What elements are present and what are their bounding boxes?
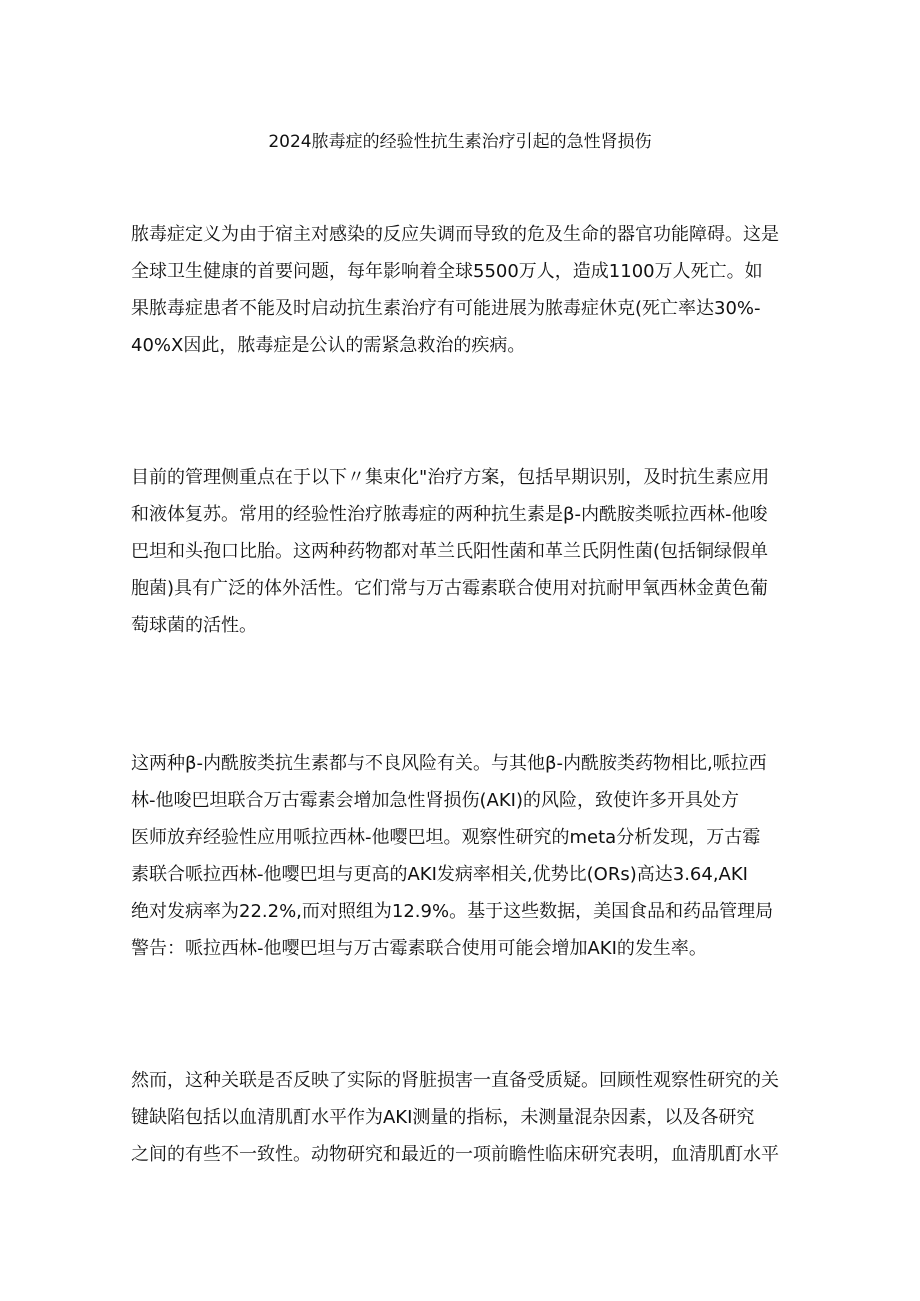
paragraph-line: 键缺陷包括以血清肌酊水平作为AKI测量的指标，未测量混杂因素，以及各研究 [131, 1107, 755, 1128]
paragraph-line: 巴坦和头孢口比胎。这两种药物都对革兰氏阳性菌和革兰氏阴性菌(包括铜绿假单 [131, 541, 769, 562]
paragraph-line: 胞菌)具有广泛的体外活性。它们常与万古霉素联合使用对抗耐甲氧西林金黄色葡 [131, 578, 769, 599]
paragraph-line: 警告：哌拉西林-他嘤巴坦与万古霉素联合使用可能会增加AKI的发生率。 [131, 938, 707, 959]
paragraph-line: 全球卫生健康的首要问题，每年影响着全球5500万人，造成1100万人死亡。如 [131, 261, 763, 282]
paragraph-line: 绝对发病率为22.2%,而对照组为12.9%。基于这些数据，美国食品和药品管理局 [131, 901, 774, 922]
document-title: 2024脓毒症的经验性抗生素治疗引起的急性肾损伤 [268, 132, 652, 152]
paragraph-3 [131, 745, 798, 967]
paragraph-line: 萄球菌的活性。 [131, 615, 257, 636]
paragraph-line: 之间的有些不一致性。动物研究和最近的一项前瞻性临床研究表明，血清肌酊水平 [131, 1144, 779, 1165]
paragraph-line: 这两种β-内酰胺类抗生素都与不良风险有关。与其他β-内酰胺类药物相比,哌拉西 [131, 753, 767, 774]
paragraph-4 [131, 1062, 798, 1173]
paragraph-line: 脓毒症定义为由于宿主对感染的反应失调而导致的危及生命的器官功能障碍。这是 [131, 224, 779, 245]
paragraph-2 [131, 459, 798, 644]
paragraph-line: 然而，这种关联是否反映了实际的肾脏损害一直备受质疑。回顾性观察性研究的关 [131, 1070, 779, 1091]
paragraph-line: 林-他唆巴坦联合万古霉素会增加急性肾损伤(AKI)的风险，致使许多开具处方 [131, 790, 739, 811]
paragraph-line: 素联合哌拉西林-他嘤巴坦与更高的AKI发病率相关,优势比(ORs)高达3.64,AKI [131, 864, 748, 885]
paragraph-line: 目前的管理侧重点在于以下〃集束化"治疗方案，包括早期识别，及时抗生素应用 [131, 467, 770, 488]
paragraph-line: 40%X因此，脓毒症是公认的需紧急救治的疾病。 [131, 335, 526, 356]
paragraph-line: 果脓毒症患者不能及时启动抗生素治疗有可能进展为脓毒症休克(死亡率达30%- [131, 298, 761, 319]
paragraph-line: 医师放弃经验性应用哌拉西林-他嘤巴坦。观察性研究的meta分析发现，万古霉 [131, 827, 761, 848]
paragraph-line: 和液体复苏。常用的经验性治疗脓毒症的两种抗生素是β-内酰胺类哌拉西林-他唆 [131, 504, 768, 525]
paragraph-1 [131, 216, 798, 364]
